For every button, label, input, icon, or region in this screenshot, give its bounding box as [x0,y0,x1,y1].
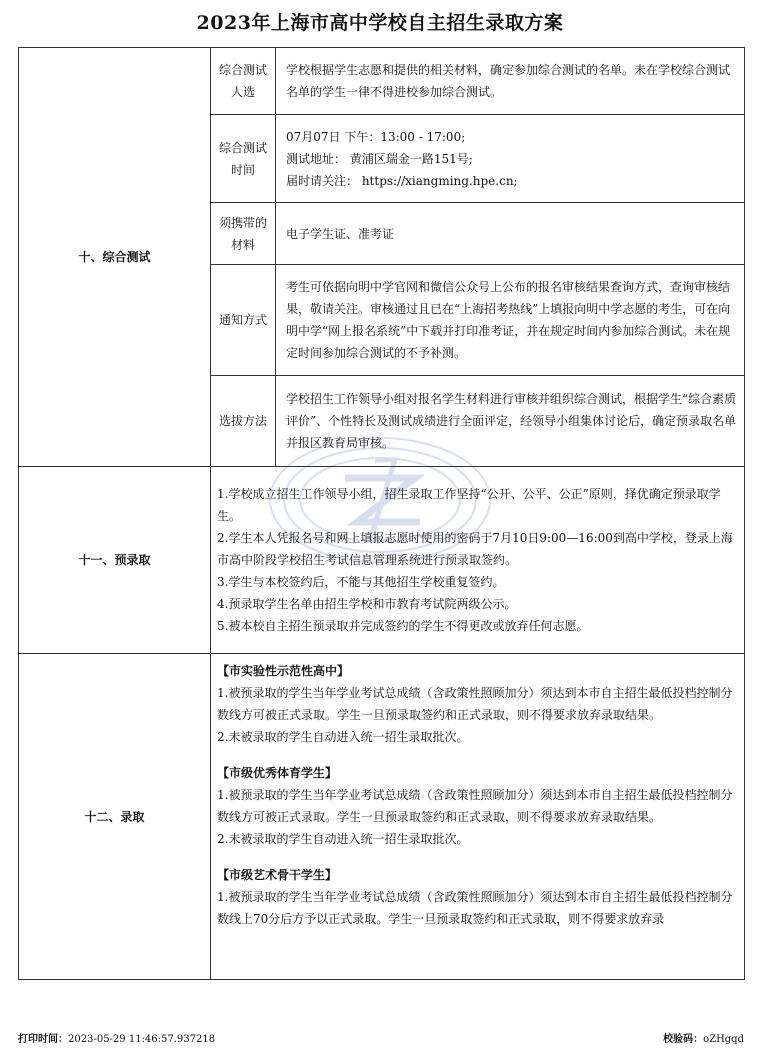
list-item: 5.被本校自主招生预录取并完成签约的学生不得更改或放弃任何志愿。 [217,619,589,633]
list-item: 1.学校成立招生工作领导小组，招生录取工作坚持“公开、公平、公正”原则，择优确定预录取学生。 [217,487,721,523]
row-content [276,48,745,115]
content-line: 电子学生证、准考证 [286,226,395,241]
row-content [276,265,745,376]
list-item: 1.被预录取的学生当年学业考试总成绩（含政策性照顾加分）须达到本市自主招生最低投档控制分数线上70分后方予以正式录取。学生一旦预录取签约和正式录取，则不得要求放弃录 [217,890,733,926]
group-title: 【市级优秀体育学生】 [217,766,338,780]
list-item: 1.被预录取的学生当年学业考试总成绩（含政策性照顾加分）须达到本市自主招生最低投档控制分数线方可被正式录取。学生一旦预录取签约和正式录取，则不得要求放弃录取结果。 [217,686,733,722]
table-row [19,48,745,115]
list-item: 2.学生本人凭报名号和网上填报志愿时使用的密码于7月10日9:00—16:00到高中学校，登录上海市高中阶段学校招生考试信息管理系统进行预录取签约。 [217,531,733,567]
group-title: 【市级艺术骨干学生】 [217,868,338,882]
group-title: 【市实验性示范性高中】 [217,664,350,678]
print-time [18,1030,215,1045]
list-item: 2.未被录取的学生自动进入统一招生录取批次。 [217,730,469,744]
content-line: 学校根据学生志愿和提供的相关材料，确定参加综合测试的名单。未在学校综合测试名单的学生一律不得进校参加综合测试。 [286,63,731,99]
table-row [19,467,745,654]
content-line: 测试地址： 黄浦区瑞金一路151号; [286,151,473,166]
row-content [276,203,745,265]
content-line: 届时请关注： https://xiangming.hpe.cn; [286,173,518,188]
admission-plan-table [18,47,745,980]
check-code [663,1030,744,1045]
page-footer [18,1030,744,1045]
row-label: 选拔方法 [211,376,276,467]
table-row [19,654,745,980]
row-label: 通知方式 [211,265,276,376]
row-label: 综合测试时间 [211,115,276,203]
content-line: 学校招生工作领导小组对报名学生材料进行审核并组织综合测试，根据学生“综合素质评价”、个性特长及测试成绩进行全面评定，经领导小组集体讨论后，确定预录取名单并报区教育局审核。 [286,392,737,450]
content-line: 考生可依据向明中学官网和微信公众号上公布的报名审核结果查询方式，查询审核结果，敬请关注。审核通过且已在“上海招考热线”上填报向明中学志愿的考生，可在向明中学“网上报名系统”中下载并打印准考证，并在规定时间内参加综合测试。未在规定时间参加综合测试的不予补测。 [286,280,731,360]
section-10-label: 十、综合测试 [19,48,211,467]
section-12-label: 十二、录取 [19,654,211,980]
row-label: 综合测试人选 [211,48,276,115]
list-item: 4.预录取学生名单由招生学校和市教育考试院两级公示。 [217,597,517,611]
row-content [276,115,745,203]
list-item: 2.未被录取的学生自动进入统一招生录取批次。 [217,832,469,846]
check-code-value: oZHgqd [703,1034,744,1045]
content-line: 07月07日 下午：13:00 - 17:00; [286,129,466,144]
check-code-label: 校验码： [663,1034,704,1045]
section-11-label: 十一、预录取 [19,467,211,654]
section-12-content [211,654,745,980]
page-title: 2023年上海市高中学校自主招生录取方案 [196,12,564,34]
list-item: 3.学生与本校签约后，不能与其他招生学校重复签约。 [217,575,505,589]
list-item: 1.被预录取的学生当年学业考试总成绩（含政策性照顾加分）须达到本市自主招生最低投档控制分数线方可被正式录取。学生一旦预录取签约和正式录取，则不得要求放弃录取结果。 [217,788,733,824]
print-time-value: 2023-05-29 11:46:57.937218 [68,1034,216,1045]
row-content [276,376,745,467]
print-time-label: 打印时间： [18,1034,68,1045]
section-11-content [211,467,745,654]
row-label: 须携带的材料 [211,203,276,265]
